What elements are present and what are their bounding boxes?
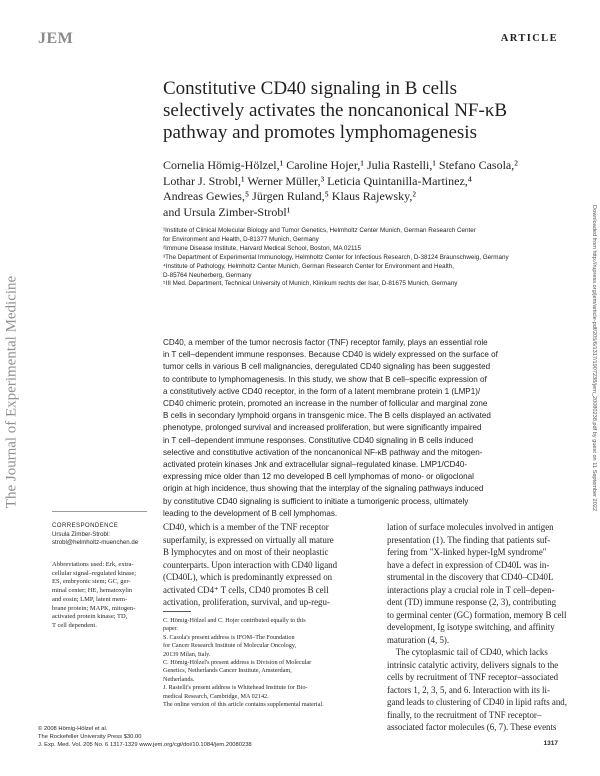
journal-logo: JEM bbox=[38, 30, 74, 47]
abstract-line: by constitutive CD40 signaling is sufficient to initiate a tumorigenic process, ultimately bbox=[163, 496, 469, 506]
footnote-line: paper. bbox=[163, 625, 178, 633]
footnote-line: C. Hömig-Hölzel's present address is Division of Molecular bbox=[163, 659, 312, 667]
abstract-line: CD40 chimeric protein, promoted an increase in the number of follicular and marginal zone bbox=[163, 399, 488, 409]
abbreviation-line: brane protein; MAPK, mitogen- bbox=[52, 604, 136, 612]
body-column-right bbox=[387, 521, 587, 734]
abbreviation-line: Abbreviations used: Erk, extra- bbox=[52, 561, 134, 568]
author-line: Andreas Gewies,⁵ Jürgen Ruland,⁵ Klaus Rajewsky,² bbox=[163, 189, 416, 203]
footnote-line: Genetics, Netherlands Cancer Institute, Amsterdam, bbox=[163, 667, 292, 675]
body-line: strumental in the discovery that CD40–CD40L bbox=[387, 572, 554, 582]
journal-name-text: The Journal of Experimental Medicine bbox=[3, 275, 20, 509]
download-note-vertical bbox=[588, 160, 600, 556]
journal-name-vertical bbox=[3, 263, 21, 521]
sidebar-divider bbox=[52, 511, 147, 512]
affiliation-line: ³The Department of Experimental Immunology, Helmholtz Center for Infectious Research, D-38124 Braunschweig, Germany bbox=[163, 253, 509, 261]
citation-line: J. Exp. Med. Vol. 205 No. 6 1317-1329 www.jem.org/cgi/doi/10.1084/jem.20080238 bbox=[38, 741, 252, 748]
abbreviation-line: activated protein kinase; TD, bbox=[52, 613, 128, 621]
abstract-line: to contribute to lymphomagenesis. In this study, we show that B cell–specific expression of bbox=[163, 374, 487, 384]
footnote-rule bbox=[163, 611, 191, 612]
footnote-line: The online version of this article contains supplemental material. bbox=[163, 701, 324, 709]
body-line: intrinsic catalytic activity, delivers signals to the bbox=[387, 659, 559, 670]
abstract-line: in T cell–dependent immune responses. Because CD40 is widely expressed on the surface of bbox=[163, 350, 498, 360]
abbreviation-line: and eosin; LMP, latent mem- bbox=[52, 595, 128, 603]
affiliation-line: ¹Institute of Clinical Molecular Biology and Tumor Genetics, Helmholtz Center Munich, German Research Center bbox=[163, 227, 476, 234]
publication-info bbox=[38, 726, 338, 749]
affiliation-line: ⁴Institute of Pathology, Helmholtz Center Munich, German Research Center for Environment and Health, bbox=[163, 262, 454, 270]
body-line: dent (TD) immune response (2, 3), contributing bbox=[387, 597, 557, 607]
body-column-left bbox=[163, 521, 363, 609]
body-line: superfamily, is expressed on virtually all mature bbox=[163, 534, 334, 545]
abbreviations-block bbox=[52, 561, 156, 631]
body-line: counterparts. Upon interaction with CD40 ligand bbox=[163, 559, 338, 570]
title-line: Constitutive CD40 signaling in B cells bbox=[163, 78, 457, 99]
body-line: (CD40L), which is predominantly expressed on bbox=[163, 572, 333, 582]
affiliation-line: ⁵III Med. Department, Technical University of Munich, Klinikum rechts der Isar, D-81675 Munich, Germany bbox=[163, 280, 458, 288]
body-line: fering from "X-linked hyper-IgM syndrome" bbox=[387, 547, 547, 557]
article-type-label: ARTICLE bbox=[500, 33, 558, 44]
affiliation-line: for Environment and Health, D-81377 Munich, Germany bbox=[163, 235, 319, 243]
copyright-line: © 2008 Hömig-Hölzel et al. bbox=[38, 726, 108, 732]
abstract-line: selective and constitutive activation of the noncanonical NF-κB pathway and the mitogen- bbox=[163, 447, 483, 457]
footnote-line: J. Rastelli's present address is Whitehead Institute for Bio- bbox=[163, 684, 308, 692]
abstract-line: origin at high incidence, thus showing that the interplay of the signaling pathways induced bbox=[163, 484, 484, 494]
title-line: selectively activates the noncanonical NF-κB bbox=[163, 100, 508, 121]
body-line: lation of surface molecules involved in antigen bbox=[387, 522, 554, 532]
footnote-line: S. Casola's present address is IFOM–The Foundation bbox=[163, 633, 295, 641]
correspondence-heading: CORRESPONDENCE bbox=[52, 522, 119, 529]
affiliations bbox=[163, 227, 573, 289]
abstract-line: CD40, a member of the tumor necrosis factor (TNF) receptor family, plays an essential role bbox=[163, 338, 488, 347]
page-number: 1317 bbox=[543, 740, 558, 747]
author-line: Lothar J. Strobl,¹ Werner Müller,³ Leticia Quintanilla-Martinez,⁴ bbox=[163, 173, 472, 188]
body-line: activated CD4⁺ T cells, CD40 promotes B cell bbox=[163, 584, 329, 595]
abstract bbox=[163, 337, 583, 520]
body-line: associated factor molecules (6, 7). These events bbox=[387, 722, 557, 732]
abstract-line: leading to the development of B cell lymphomas. bbox=[163, 508, 338, 518]
abstract-line: phenotype, prolonged survival and increased proliferation, but were significantly impaired bbox=[163, 423, 482, 433]
affiliation-line: D-85764 Neuherberg, Germany bbox=[163, 271, 252, 279]
body-line: B lymphocytes and on most of their neoplastic bbox=[163, 547, 329, 557]
abbreviation-line: ES, embryonic stem; GC, ger- bbox=[52, 578, 131, 586]
correspondence-block bbox=[52, 522, 154, 548]
footnote-line: for Cancer Research Institute of Molecular Oncology, bbox=[163, 642, 297, 650]
footnote-line: Netherlands. bbox=[163, 675, 195, 683]
abbreviation-line: minal center; HE, hematoxylin bbox=[52, 587, 133, 595]
abstract-line: expressing mice older than 12 mo developed B cell lymphomas of mono- or oligoclonal bbox=[163, 472, 474, 482]
correspondence-email[interactable]: strobl@helmholtz-muenchen.de bbox=[52, 539, 139, 547]
body-line: finally, to the recruitment of TNF receptor– bbox=[387, 709, 542, 720]
author-list bbox=[163, 158, 583, 220]
body-line: cells by recruitment of TNF receptor–associated bbox=[387, 672, 559, 682]
footnotes bbox=[163, 617, 363, 709]
download-note-text: Downloaded from http://rupress.org/jem/article-pdf/205/6/1317/1907238/jem_20080238.pdf by guest on 11 September 2022 bbox=[591, 205, 597, 511]
author-line: Cornelia Hömig-Hölzel,¹ Caroline Hojer,¹ Julia Rastelli,¹ Stefano Casola,² bbox=[163, 158, 518, 172]
affiliation-line: ²Immune Disease Institute, Harvard Medical School, Boston, MA 02115 bbox=[163, 244, 361, 252]
title-line: pathway and promotes lymphomagenesis bbox=[163, 122, 477, 143]
correspondence-name: Ursula Zimber-Strobl: bbox=[52, 530, 110, 538]
body-line: CD40, which is a member of the TNF receptor bbox=[163, 522, 329, 532]
footnote-line: 20139 Milan, Italy. bbox=[163, 650, 211, 658]
article-title bbox=[163, 78, 583, 144]
body-line: interactions play a crucial role in T cell–depen- bbox=[387, 584, 555, 595]
footnote-line: medical Research, Cambridge, MA 02142. bbox=[163, 692, 269, 700]
publisher-line: The Rockefeller University Press $30.00 bbox=[38, 733, 142, 740]
body-line: factors 1, 2, 3, 5, and 6. Interaction with its li- bbox=[387, 684, 550, 695]
body-line: presentation (1). The finding that patients suf- bbox=[387, 534, 551, 545]
footnote-line: C. Hömig-Hölzel and C. Hojer contributed equally to this bbox=[163, 617, 306, 624]
body-line: The cytoplasmic tail of CD40, which lacks bbox=[387, 647, 548, 657]
abbreviation-line: T cell dependent. bbox=[52, 621, 97, 629]
abbreviation-line: cellular signal–regulated kinase; bbox=[52, 569, 137, 577]
body-line: activation, proliferation, survival, and up-regu- bbox=[163, 597, 330, 607]
body-line: gand leads to clustering of CD40 in lipid rafts and, bbox=[387, 697, 567, 707]
abstract-line: a constitutively active CD40 receptor, in the form of a latent membrane protein 1 (LMP1)/ bbox=[163, 386, 481, 396]
abstract-line: B cells in secondary lymphoid organs in transgenic mice. The B cells displayed an activated bbox=[163, 411, 491, 421]
author-line: and Ursula Zimber-Strobl¹ bbox=[163, 204, 291, 219]
abstract-line: tumor cells in various B cell malignancies, deregulated CD40 signaling has been suggested bbox=[163, 362, 491, 372]
abstract-line: activated protein kinases Jnk and extracellular signal–regulated kinase. LMP1/CD40- bbox=[163, 460, 468, 470]
body-line: to germinal center (GC) formation, memory B cell bbox=[387, 609, 567, 620]
body-line: development, Ig isotype switching, and affinity bbox=[387, 622, 555, 632]
body-line: maturation (4, 5). bbox=[387, 634, 450, 645]
abstract-line: in T cell–dependent immune responses. Constitutive CD40 signaling in B cells induced bbox=[163, 435, 474, 445]
body-line: have a defect in expression of CD40L was in- bbox=[387, 559, 550, 570]
